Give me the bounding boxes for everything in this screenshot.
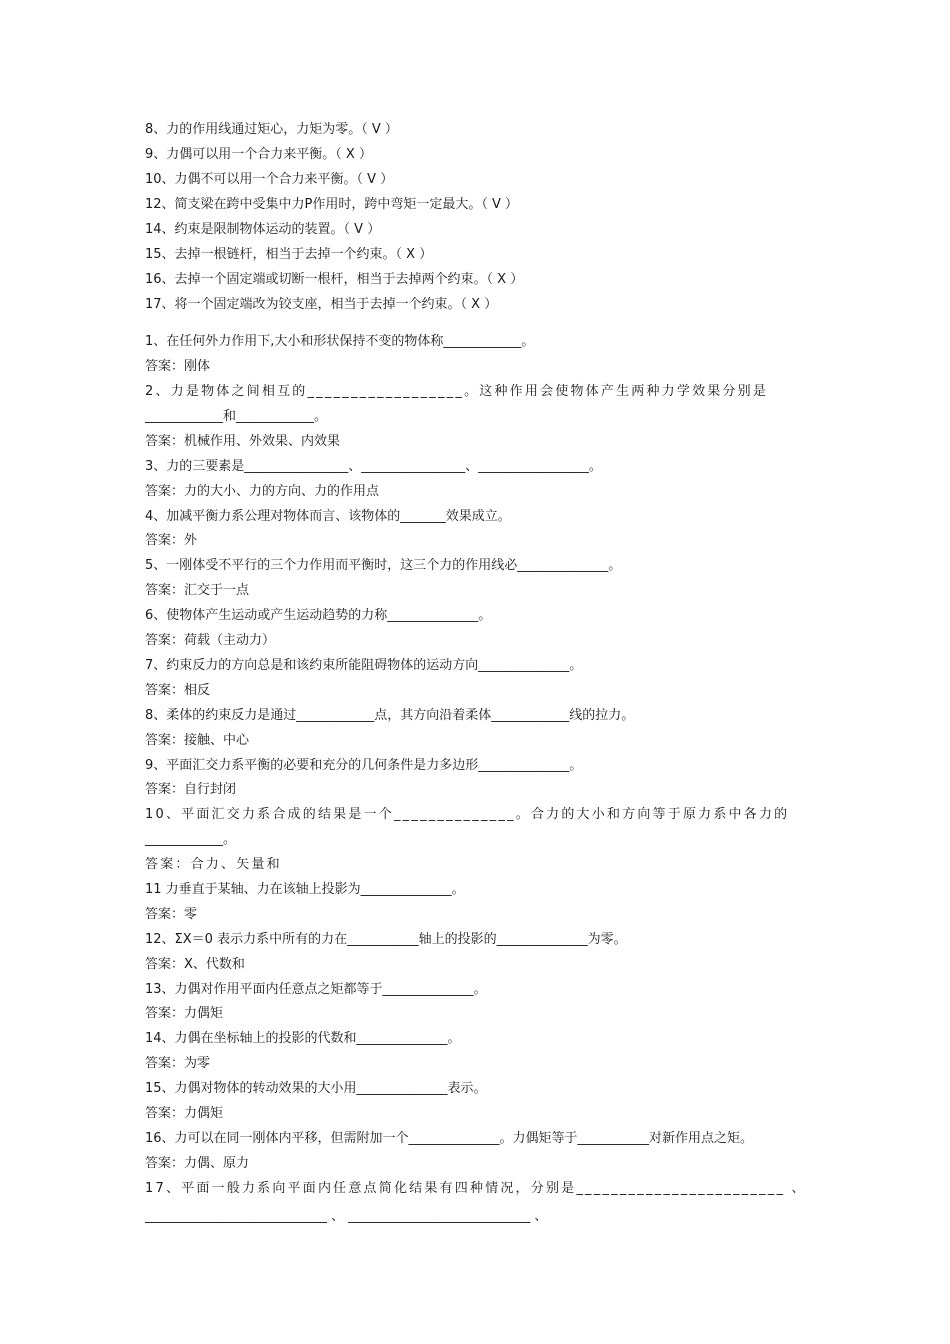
tf-item-14: 14、约束是限制物体运动的装置。（ V ） bbox=[145, 222, 381, 237]
answer-12: 答案：X、代数和 bbox=[145, 957, 245, 972]
answer-2: 答案：机械作用、外效果、内效果 bbox=[145, 434, 341, 449]
question-17: 17、平面一般力系向平面内任意点简化结果有四种情况，分别是________________________ 、 bbox=[145, 1181, 807, 1196]
tf-item-12: 12、简支梁在跨中受集中力P作用时，跨中弯矩一定最大。（ V ） bbox=[145, 197, 519, 212]
question-14: 14、力偶在坐标轴上的投影的代数和______________。 bbox=[145, 1031, 461, 1046]
answer-3: 答案：力的大小、力的方向、力的作用点 bbox=[145, 484, 380, 499]
question-3: 3、力的三要素是________________、________________、_________________。 bbox=[145, 459, 602, 474]
answer-4: 答案：外 bbox=[145, 533, 198, 548]
answer-13: 答案：力偶矩 bbox=[145, 1006, 224, 1021]
question-12: 12、ΣX＝0 表示力系中所有的力在___________轴上的投影的______________为零。 bbox=[145, 932, 627, 947]
question-4: 4、加减平衡力系公理对物体而言、该物体的_______效果成立。 bbox=[145, 509, 511, 524]
tf-item-15: 15、去掉一根链杆，相当于去掉一个约束。（ X ） bbox=[145, 247, 433, 262]
tf-item-8: 8、力的作用线通过矩心，力矩为零。（ V ） bbox=[145, 122, 398, 137]
tf-item-16: 16、去掉一个固定端或切断一根杆，相当于去掉两个约束。（ X ） bbox=[145, 272, 524, 287]
question-10-cont: ____________。 bbox=[145, 832, 237, 847]
question-11: 11 力垂直于某轴、力在该轴上投影为______________。 bbox=[145, 882, 465, 897]
answer-15: 答案：力偶矩 bbox=[145, 1106, 224, 1121]
answer-5: 答案：汇交于一点 bbox=[145, 583, 250, 598]
answer-6: 答案：荷载（主动力） bbox=[145, 633, 276, 648]
answer-16: 答案：力偶、原力 bbox=[145, 1156, 250, 1171]
question-6: 6、使物体产生运动或产生运动趋势的力称______________。 bbox=[145, 608, 492, 623]
answer-11: 答案：零 bbox=[145, 907, 198, 922]
question-2-cont: ____________和____________。 bbox=[145, 409, 328, 424]
question-5: 5、一刚体受不平行的三个力作用而平衡时，这三个力的作用线必______________。 bbox=[145, 558, 622, 573]
tf-item-10: 10、力偶不可以用一个合力来平衡。（ V ） bbox=[145, 172, 394, 187]
question-15: 15、力偶对物体的转动效果的大小用______________表示。 bbox=[145, 1081, 487, 1096]
question-7: 7、约束反力的方向总是和该约束所能阻碍物体的运动方向______________。 bbox=[145, 658, 583, 673]
tf-item-9: 9、力偶可以用一个合力来平衡。（ X ） bbox=[145, 147, 372, 162]
question-10: 10、平面汇交力系合成的结果是一个______________。合力的大小和方向等于原力系中各力的 bbox=[145, 807, 790, 822]
answer-1: 答案：刚体 bbox=[145, 359, 211, 374]
question-13: 13、力偶对作用平面内任意点之矩都等于______________。 bbox=[145, 982, 487, 997]
question-1: 1、在任何外力作用下,大小和形状保持不变的物体称____________。 bbox=[145, 334, 535, 349]
answer-14: 答案：为零 bbox=[145, 1056, 211, 1071]
answer-7: 答案：相反 bbox=[145, 683, 211, 698]
answer-9: 答案：自行封闭 bbox=[145, 782, 237, 797]
question-16: 16、力可以在同一刚体内平移，但需附加一个______________。力偶矩等于___________对新作用点之矩。 bbox=[145, 1131, 754, 1146]
question-2: 2、力是物体之间相互的__________________。这种作用会使物体产生两种力学效果分别是 bbox=[145, 384, 769, 399]
question-8: 8、柔体的约束反力是通过____________点，其方向沿着柔体____________线的拉力。 bbox=[145, 708, 635, 723]
question-17-cont: ____________________________ 、 ____________________________ 、 bbox=[145, 1209, 548, 1224]
answer-8: 答案：接触、中心 bbox=[145, 733, 250, 748]
tf-item-17: 17、将一个固定端改为铰支座，相当于去掉一个约束。（ X ） bbox=[145, 297, 498, 312]
answer-10: 答案：合力、矢量和 bbox=[145, 857, 282, 872]
question-9: 9、平面汇交力系平衡的必要和充分的几何条件是力多边形______________。 bbox=[145, 758, 583, 773]
